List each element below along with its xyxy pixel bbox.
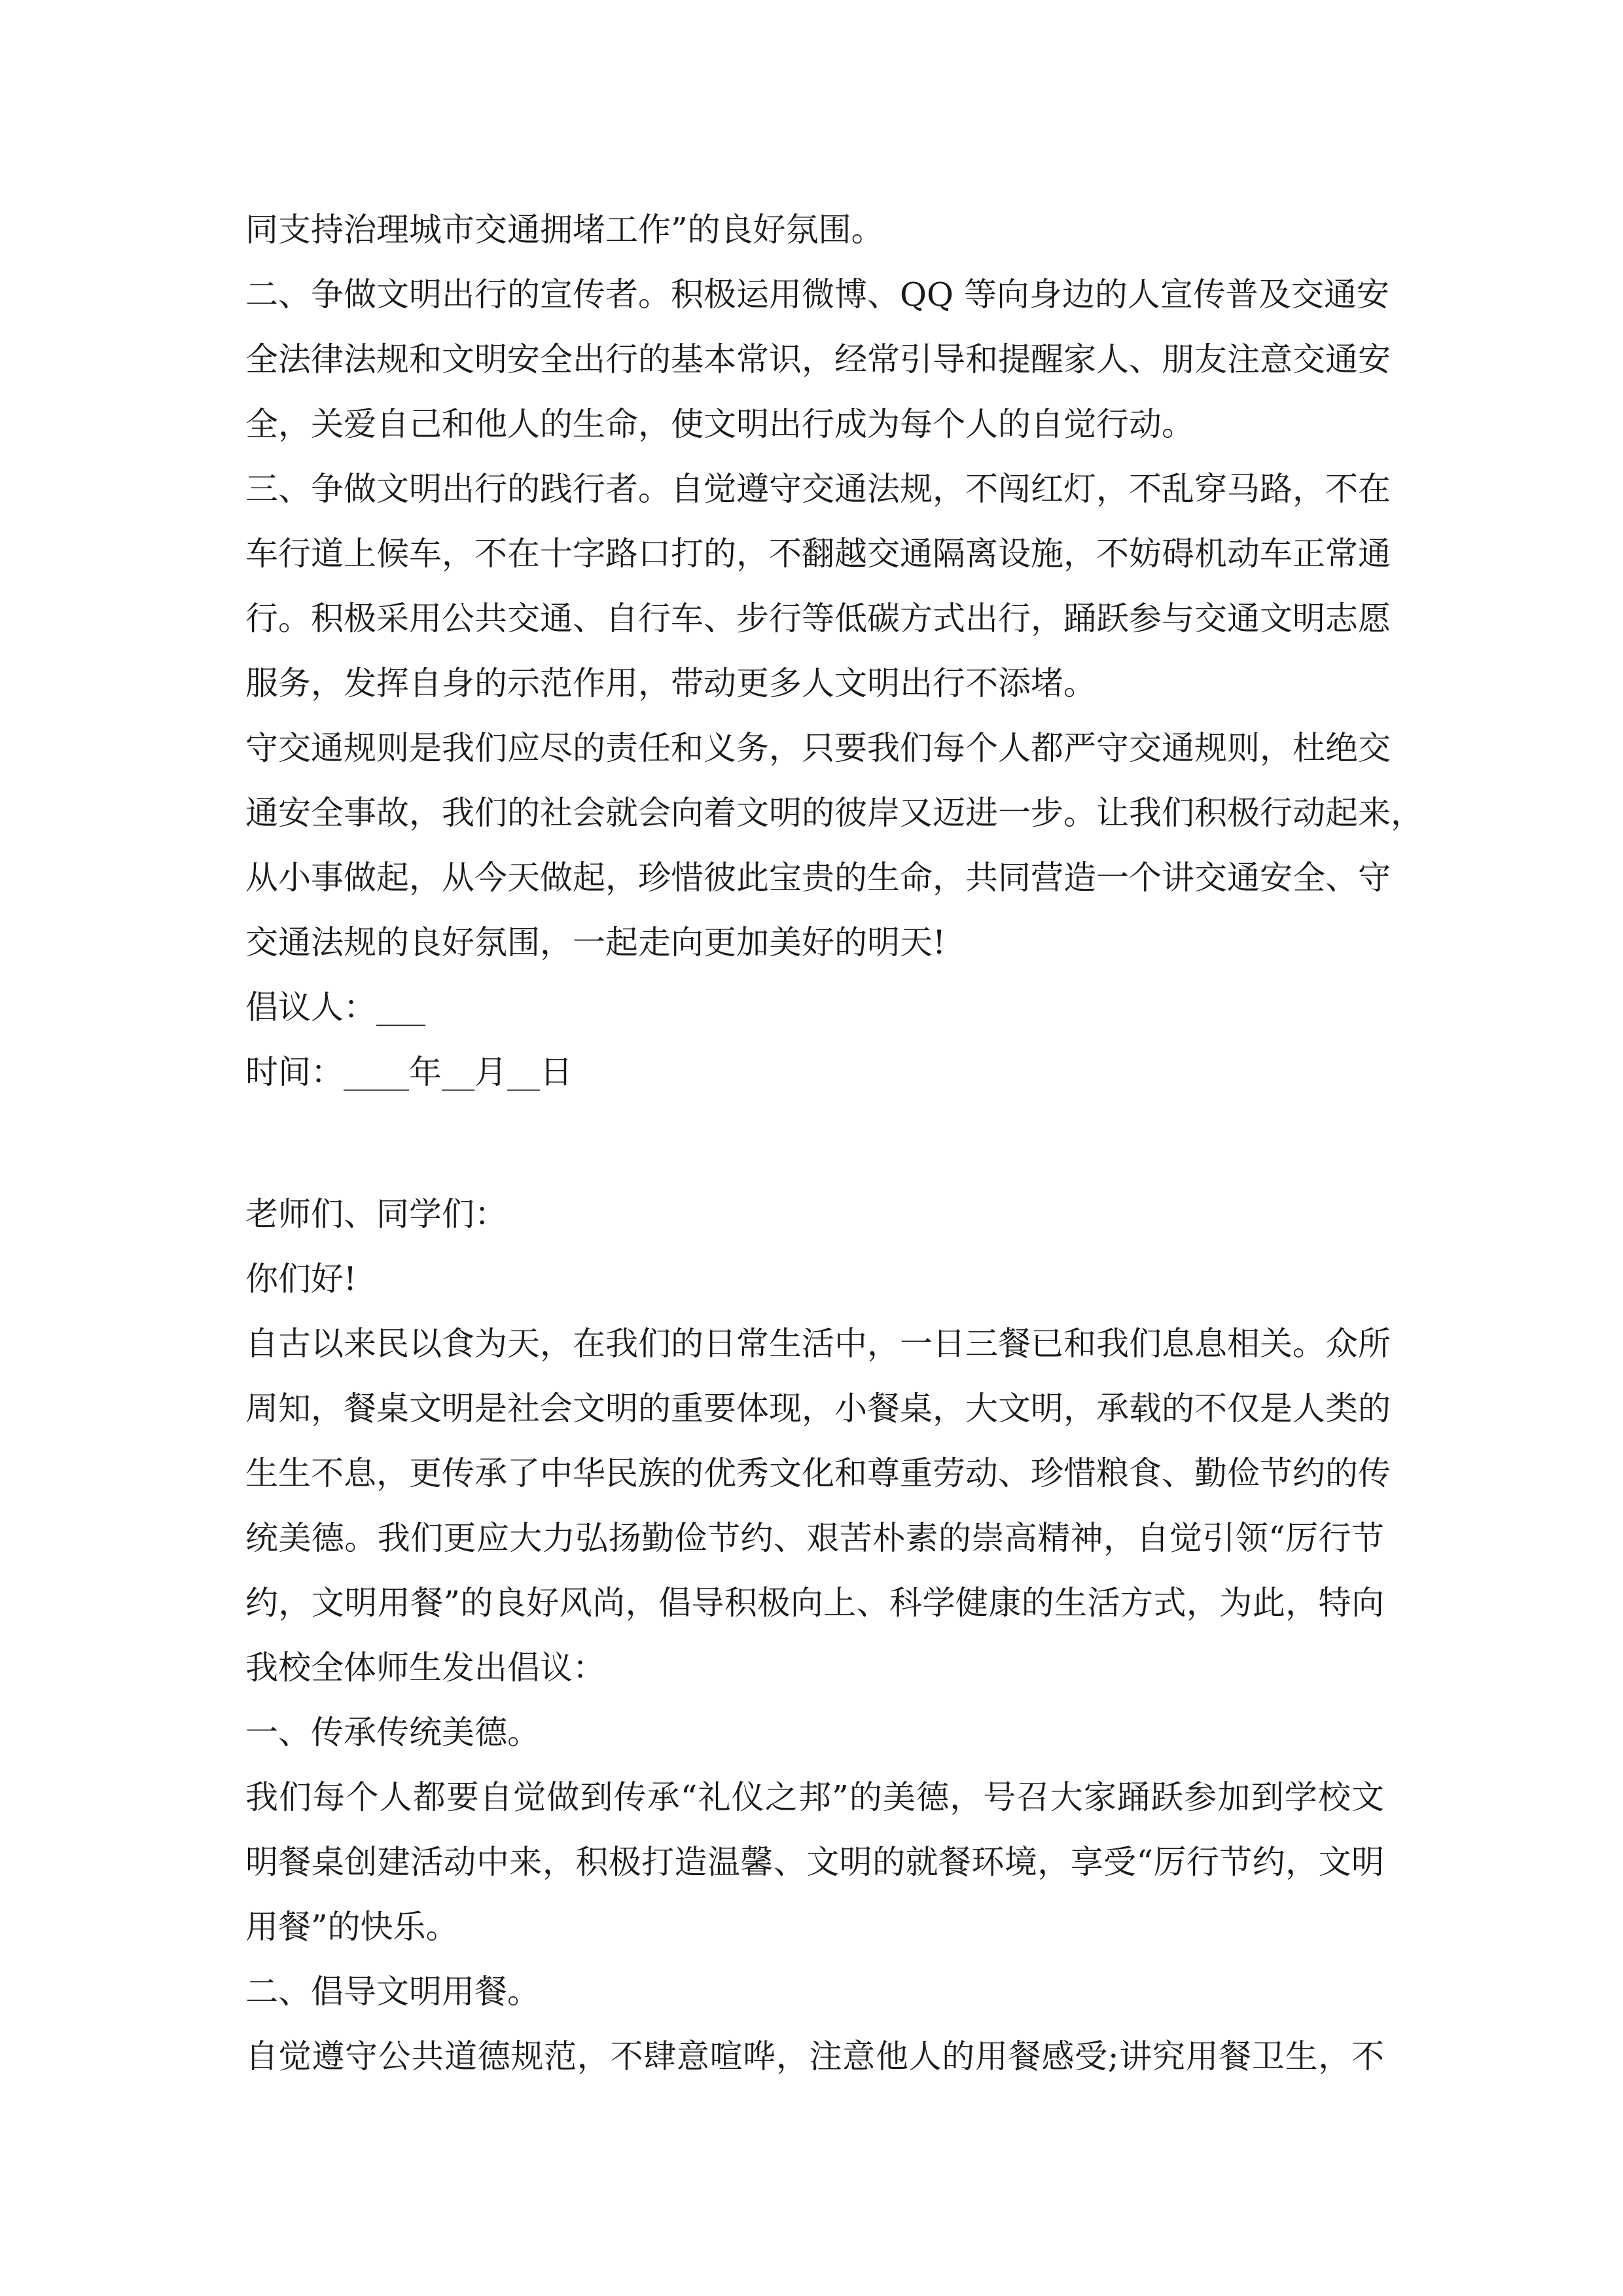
salutation-line: 老师们、同学们： xyxy=(245,1195,507,1233)
greeting-line: 你们好! xyxy=(245,1260,357,1298)
paragraph-line: 用餐”的快乐。 xyxy=(245,1908,459,1946)
paragraph-line: 全法律法规和文明安全出行的基本常识，经常引导和提醒家人、朋友注意交通安 xyxy=(245,340,1391,378)
date-line: 时间：____年__月__日 xyxy=(245,1053,573,1091)
paragraph-line: 行。积极采用公共交通、自行车、步行等低碳方式出行，踊跃参与交通文明志愿 xyxy=(245,600,1391,637)
paragraph-line: 车行道上候车，不在十字路口打的，不翻越交通隔离设施，不妨碍机动车正常通 xyxy=(245,535,1391,573)
paragraph-line: 通安全事故，我们的社会就会向着文明的彼岸又迈进一步。让我们积极行动起来， xyxy=(245,794,1423,832)
section-heading: 一、传承传统美德。 xyxy=(245,1713,540,1751)
paragraph-line: 生生不息，更传承了中华民族的优秀文化和尊重劳动、珍惜粮食、勤俭节约的传 xyxy=(245,1454,1391,1492)
section-heading: 二、倡导文明用餐。 xyxy=(245,1973,540,2011)
paragraph-line: 服务，发挥自身的示范作用，带动更多人文明出行不添堵。 xyxy=(245,664,1096,702)
paragraph-line: 约，文明用餐”的良好风尚，倡导积极向上、科学健康的生活方式，为此，特向 xyxy=(245,1584,1384,1622)
traffic-proposal-section xyxy=(245,198,1423,1105)
paragraph-line: 全，关爱自己和他人的生命，使文明出行成为每个人的自觉行动。 xyxy=(245,405,1194,443)
paragraph-line: 守交通规则是我们应尽的责任和义务，只要我们每个人都严守交通规则，杜绝交 xyxy=(245,729,1391,767)
proposer-signature-line: 倡议人：___ xyxy=(245,988,425,1026)
paragraph-line: 周知，餐桌文明是社会文明的重要体现，小餐桌，大文明，承载的不仅是人类的 xyxy=(245,1390,1391,1427)
paragraph-line: 我们每个人都要自觉做到传承“礼仪之邦”的美德，号召大家踊跃参加到学校文 xyxy=(245,1778,1384,1816)
paragraph-line: 自觉遵守公共道德规范，不肆意喧哗，注意他人的用餐感受;讲究用餐卫生，不 xyxy=(245,2037,1384,2075)
paragraph-line: 二、争做文明出行的宣传者。积极运用微博、QQ 等向身边的人宣传普及交通安 xyxy=(245,276,1389,314)
dining-proposal-section xyxy=(245,1182,1391,2089)
paragraph-line: 我校全体师生发出倡议： xyxy=(245,1649,605,1687)
paragraph-line: 三、争做文明出行的践行者。自觉遵守交通法规，不闯红灯，不乱穿马路，不在 xyxy=(245,470,1391,508)
paragraph-line: 从小事做起，从今天做起，珍惜彼此宝贵的生命，共同营造一个讲交通安全、守 xyxy=(245,859,1391,897)
paragraph-line: 自古以来民以食为天，在我们的日常生活中，一日三餐已和我们息息相关。众所 xyxy=(245,1325,1391,1363)
paragraph-line: 同支持治理城市交通拥堵工作”的良好氛围。 xyxy=(245,211,884,249)
paragraph-line: 交通法规的良好氛围，一起走向更加美好的明天! xyxy=(245,924,946,961)
paragraph-line: 统美德。我们更应大力弘扬勤俭节约、艰苦朴素的崇高精神，自觉引领“厉行节 xyxy=(245,1519,1384,1557)
paragraph-line: 明餐桌创建活动中来，积极打造温馨、文明的就餐环境，享受“厉行节约，文明 xyxy=(245,1843,1384,1881)
